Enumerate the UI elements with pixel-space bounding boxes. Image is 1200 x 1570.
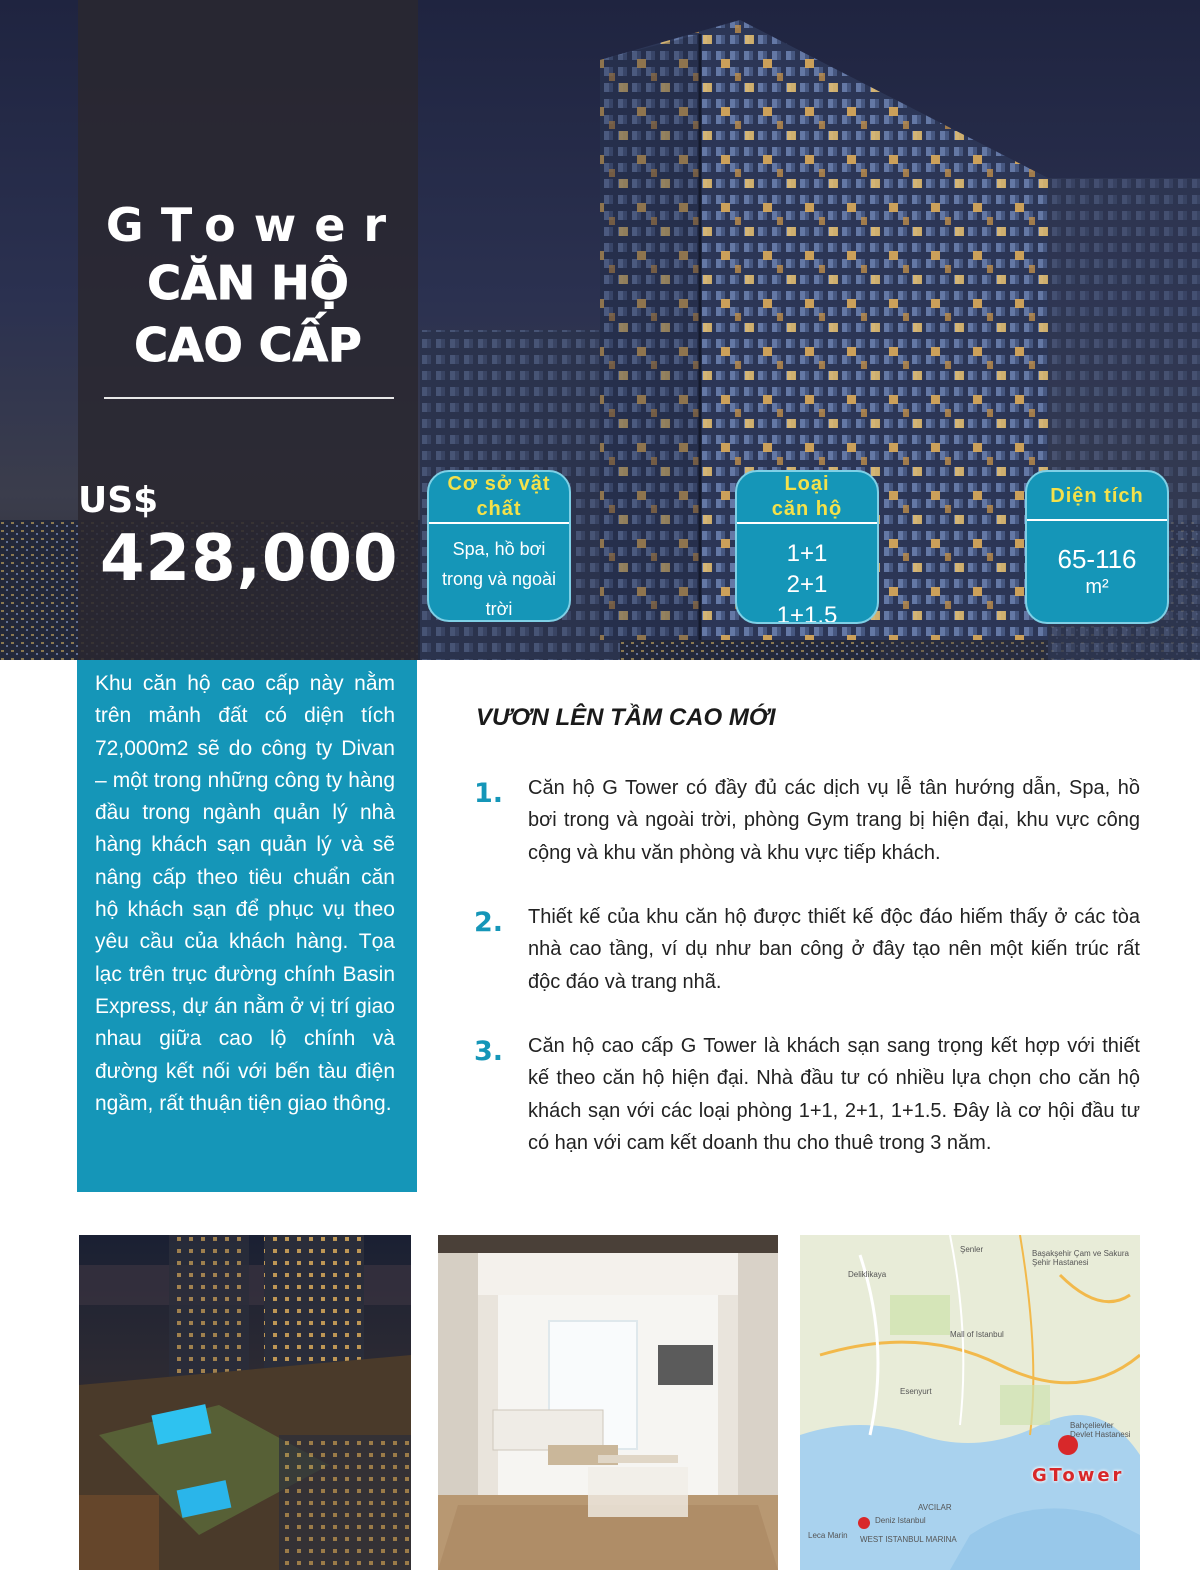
map-label: WEST ISTANBUL MARINA [860, 1535, 957, 1544]
map-label: Şenler [960, 1245, 984, 1254]
map-label: Mall of Istanbul [950, 1330, 1004, 1339]
hero-banner [0, 0, 1200, 660]
map-label: AVCILAR [918, 1503, 952, 1512]
map-label: Deniz Istanbul [875, 1516, 926, 1525]
badge-heading: Cơ sở vật chất [447, 473, 551, 520]
badge-facilities [427, 470, 571, 622]
point-text: Căn hộ cao cấp G Tower là khách sạn sang trọng kết hợp với thiết kế theo căn hộ hiện đại. Nhà đầu tư có nhiều lựa chọn cho căn hộ khách sạn với các loại phòng 1+1, 2+1, 1+1.5. Đây là cơ hội đầu tư có hạn với cam kết doanh thu cho thuê trong 3 năm. [528, 1035, 1140, 1154]
map-label: Başakşehir Çam ve Sakura Şehir Hastanesi [1032, 1249, 1129, 1267]
location-map [800, 1235, 1140, 1570]
price-value: 428,000 [100, 522, 399, 596]
description-text: Khu căn hộ cao cấp này nằm trên mảnh đất có diện tích 72,000m2 sẽ do công ty Divan – một trong những công ty hàng đầu trong ngành quản lý nhà hàng khách sạn quản lý và sẽ nâng cấp theo tiêu chuẩn căn hộ khách sạn để phục vụ theo yêu cầu của khách hàng. Tọa lạc trên trục đường chính Basin Express, dự án nằm ở vị trí giao nhau giữa cao lộ chính và đường kết nối với bến tàu điện ngầm, rất thuận tiện giao thông. [95, 672, 395, 1115]
badge-body: Spa, hồ bơi trong và ngoài trời [441, 539, 557, 619]
point-number: 2. [474, 907, 504, 938]
map-label: Esenyurt [900, 1387, 932, 1396]
aerial-night-photo [79, 1235, 411, 1570]
point-number: 3. [474, 1036, 504, 1067]
section-title: VƯƠN LÊN TẦM CAO MỚI [476, 704, 776, 731]
title-divider [104, 397, 394, 399]
point-number: 1. [474, 778, 504, 809]
headline-line-2: CAO CẤP [134, 318, 362, 372]
badge-heading: Loại căn hộ [771, 473, 843, 520]
badge-apartment-types [735, 470, 879, 624]
point-text: Thiết kế của khu căn hộ được thiết kế độc đáo hiếm thấy ở các tòa nhà cao tầng, ví dụ như ban công ở đây tạo nên một kiến trúc rất độc đáo và trang nhã. [528, 906, 1140, 993]
point-text: Căn hộ G Tower có đầy đủ các dịch vụ lễ tân hướng dẫn, Spa, hồ bơi trong và ngoài trời, phòng Gym trang bị hiện đại, khu vực công cộng và khu văn phòng và khu vực tiếp khách. [528, 777, 1140, 864]
map-label: Bahçelievler Devlet Hastanesi [1070, 1421, 1131, 1439]
interior-photo [438, 1235, 778, 1570]
map-label: Leca Marin [808, 1531, 848, 1540]
map-label: Deliklikaya [848, 1270, 887, 1279]
description-panel [77, 660, 417, 1192]
badge-body: 1+1 2+1 1+1.5 [776, 540, 838, 624]
map-marker-label: GTower [1032, 1465, 1125, 1486]
headline-line-1: CĂN HỘ [147, 256, 349, 310]
price-currency: US$ [78, 480, 159, 521]
badge-heading: Diện tích [1050, 485, 1144, 507]
badge-area [1025, 470, 1169, 624]
badge-body: 65-116 m² [1057, 544, 1137, 598]
brand-name: GTower [105, 198, 405, 252]
title-panel [78, 0, 418, 660]
